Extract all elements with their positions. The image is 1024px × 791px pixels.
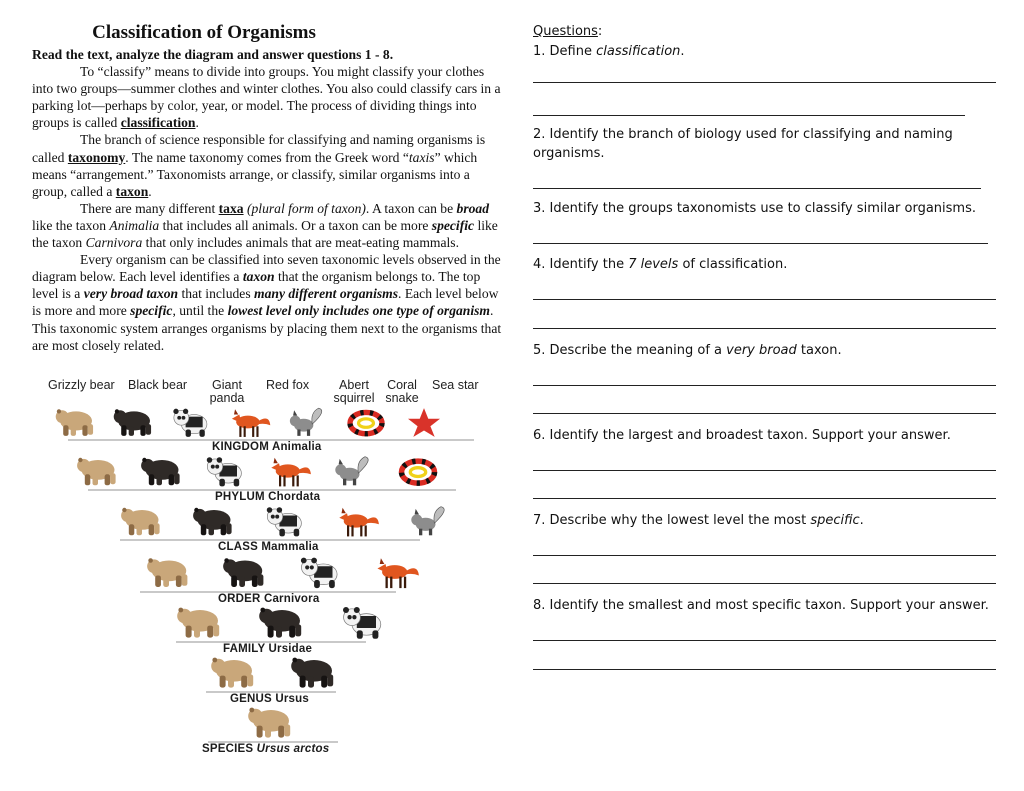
level-label-kingdom — [212, 441, 322, 453]
level-label-class — [218, 541, 319, 553]
paragraph-taxa — [32, 200, 506, 251]
paragraph-taxonomy — [32, 131, 506, 199]
term-many-organisms: many different organisms — [254, 286, 399, 302]
answer-line-4a[interactable] — [533, 299, 996, 300]
black-bear-icon — [222, 554, 268, 595]
abert-squirrel-icon — [408, 504, 452, 543]
p2-end: . — [148, 183, 152, 199]
giant-panda-icon — [204, 454, 248, 493]
q4-pre: 4. Identify the — [533, 257, 629, 272]
question-1 — [533, 42, 997, 61]
paragraph-levels — [32, 251, 506, 354]
grizzly-bear-icon — [76, 454, 120, 493]
p3-text-m: that only includes animals that are meat-eating mammals. — [142, 235, 459, 251]
p3-text-e: . A taxon can be — [365, 200, 457, 216]
label-giant-panda: Giant panda — [209, 378, 245, 405]
level-rank: FAMILY — [223, 643, 266, 655]
term-taxon: taxon — [115, 183, 149, 199]
level-label-phylum — [215, 491, 320, 503]
p4-text-k: . This taxonomic system arranges organisms by placing them next to the organisms that are most closely related. — [32, 303, 502, 353]
giant-panda-icon — [170, 406, 214, 443]
p4-text-i: , until the — [172, 303, 228, 319]
label-grizzly-bear: Grizzly bear — [48, 378, 115, 392]
grizzly-bear-icon — [146, 554, 192, 595]
level-taxon: Chordata — [268, 491, 321, 503]
answer-line-7b[interactable] — [533, 583, 996, 584]
p3-text-a: There are many different — [80, 200, 219, 216]
red-fox-icon — [268, 454, 312, 493]
p3-text-i: that includes all animals. Or a taxon can be more — [159, 217, 432, 233]
answer-line-5b[interactable] — [533, 413, 996, 414]
answer-line-3[interactable] — [533, 243, 988, 244]
question-8 — [533, 596, 997, 615]
level-label-species — [202, 743, 329, 755]
sea-star-icon — [402, 406, 446, 443]
worksheet-title: Classification of Organisms — [92, 22, 316, 43]
level-rank: ORDER — [218, 593, 261, 605]
p3-text-k: like the taxon — [32, 217, 498, 251]
question-6 — [533, 426, 997, 445]
label-abert-squirrel: Abert squirrel — [333, 378, 375, 405]
p4-text-c: that the organism belongs to. The top level is a — [32, 269, 481, 302]
grizzly-bear-icon — [210, 654, 258, 695]
taxa-note: (plural form of taxon) — [246, 200, 366, 216]
black-bear-icon — [290, 654, 338, 695]
level-taxon: Carnivora — [263, 593, 320, 605]
animal-labels — [40, 376, 500, 410]
red-fox-icon — [336, 504, 380, 543]
black-bear-icon — [112, 406, 156, 443]
p2-text-e: ” which means “arrangement.” Taxonomists arrange, or classify, similar organisms into a group, called a — [32, 149, 478, 199]
black-bear-icon — [258, 604, 306, 645]
term-lowest-level: lowest level only includes one type of organism — [227, 303, 490, 319]
term-taxis: taxis — [408, 149, 435, 165]
p4-text-a: Every organism can be classified into seven taxonomic levels observed in the diagram below. Each level identifies a — [32, 252, 501, 285]
questions-heading-colon: : — [597, 24, 603, 39]
black-bear-icon — [140, 454, 184, 493]
level-rank: CLASS — [218, 541, 258, 553]
answer-line-6b[interactable] — [533, 498, 996, 499]
instructions: Read the text, analyze the diagram and answer questions 1 - 8. — [32, 47, 394, 62]
level-rank: GENUS — [230, 693, 272, 705]
questions-heading-text: Questions — [533, 24, 598, 39]
reading-passage — [32, 22, 506, 354]
p2-text-c: . The name taxonomy comes from the Greek word “ — [125, 149, 409, 165]
term-taxa: taxa — [218, 200, 244, 216]
q5-em: very broad — [726, 343, 797, 358]
level-rank: PHYLUM — [215, 491, 265, 503]
q5-pre: 5. Describe the meaning of a — [533, 343, 727, 358]
answer-line-5a[interactable] — [533, 385, 996, 386]
q5-post: taxon. — [796, 343, 842, 358]
q1-pre: 1. Define — [533, 44, 597, 59]
coral-snake-icon — [344, 406, 388, 443]
red-fox-icon — [374, 554, 420, 595]
level-rank: KINGDOM — [212, 441, 269, 453]
answer-line-4b[interactable] — [533, 328, 996, 329]
p4-text-e: that includes — [178, 286, 255, 302]
grizzly-bear-icon — [120, 504, 164, 543]
label-sea-star: Sea star — [432, 378, 479, 392]
abert-squirrel-icon — [332, 454, 376, 493]
answer-line-7a[interactable] — [533, 555, 996, 556]
questions-heading — [533, 24, 602, 39]
term-taxonomy: taxonomy — [67, 149, 126, 165]
level-taxon: Mammalia — [261, 541, 319, 553]
giant-panda-icon — [264, 504, 308, 543]
term-broad: broad — [456, 200, 490, 216]
q7-em: specific — [810, 513, 860, 528]
q1-em: classification — [596, 44, 681, 59]
grizzly-bear-icon — [246, 704, 296, 745]
q7-post: . — [859, 513, 864, 528]
q6-pre: 6. Identify the largest and broadest taxon. Support your answer. — [533, 428, 951, 443]
giant-panda-icon — [298, 554, 344, 595]
question-5 — [533, 341, 997, 360]
term-specific-2: specific — [130, 303, 173, 319]
paragraph-classify — [32, 63, 506, 131]
answer-line-1b[interactable] — [533, 115, 965, 116]
question-2 — [533, 125, 997, 163]
label-red-fox: Red fox — [266, 378, 310, 392]
coral-snake-icon — [396, 454, 440, 493]
grizzly-bear-icon — [54, 406, 98, 443]
level-taxon: Ursus arctos — [256, 743, 330, 755]
p1-end: . — [195, 115, 199, 131]
term-carnivora: Carnivora — [85, 235, 143, 251]
abert-squirrel-icon — [286, 406, 330, 443]
giant-panda-icon — [340, 604, 388, 645]
q2-pre: 2. Identify the branch of biology used for classifying and naming organisms. — [533, 127, 953, 161]
q7-pre: 7. Describe why the lowest level the most — [533, 513, 811, 528]
answer-line-1a[interactable] — [533, 82, 996, 83]
q4-post: of classification. — [678, 257, 788, 272]
term-taxon-bold: taxon — [242, 269, 275, 285]
term-specific: specific — [431, 217, 475, 233]
question-7 — [533, 511, 997, 530]
grizzly-bear-icon — [176, 604, 224, 645]
p4-text-g: . Each level below is more and more — [32, 286, 499, 319]
q4-em: 7 levels — [628, 257, 679, 272]
question-3 — [533, 199, 997, 218]
answer-line-8a[interactable] — [533, 640, 996, 641]
black-bear-icon — [192, 504, 236, 543]
level-taxon: Animalia — [271, 441, 322, 453]
q1-post: . — [680, 44, 685, 59]
level-rank: SPECIES — [202, 743, 254, 755]
term-classification: classification — [120, 115, 196, 131]
answer-line-2[interactable] — [533, 188, 981, 189]
q3-pre: 3. Identify the groups taxonomists use to classify similar organisms. — [533, 201, 977, 216]
taxonomy-diagram — [40, 376, 510, 755]
term-very-broad-taxon: very broad taxon — [83, 286, 179, 302]
answer-line-6a[interactable] — [533, 470, 996, 471]
label-black-bear: Black bear — [128, 378, 188, 392]
p1-text: To “classify” means to divide into groups. You might classify your clothes into two groups—summer clothes and winter clothes. You also could classify cars in a parking lot—perhaps by color, year, or model. The process of dividing things into groups is called — [32, 64, 501, 131]
level-taxon: Ursidae — [268, 643, 313, 655]
label-coral-snake: Coral snake — [385, 378, 419, 405]
q8-pre: 8. Identify the smallest and most specific taxon. Support your answer. — [533, 598, 989, 613]
term-animalia: Animalia — [109, 217, 160, 233]
answer-line-8b[interactable] — [533, 669, 996, 670]
p2-text-a: The branch of science responsible for classifying and naming organisms is called — [32, 132, 486, 165]
question-4 — [533, 255, 997, 274]
level-taxon: Ursus — [275, 693, 309, 705]
p3-text-g: like the taxon — [32, 217, 110, 233]
red-fox-icon — [228, 406, 272, 443]
